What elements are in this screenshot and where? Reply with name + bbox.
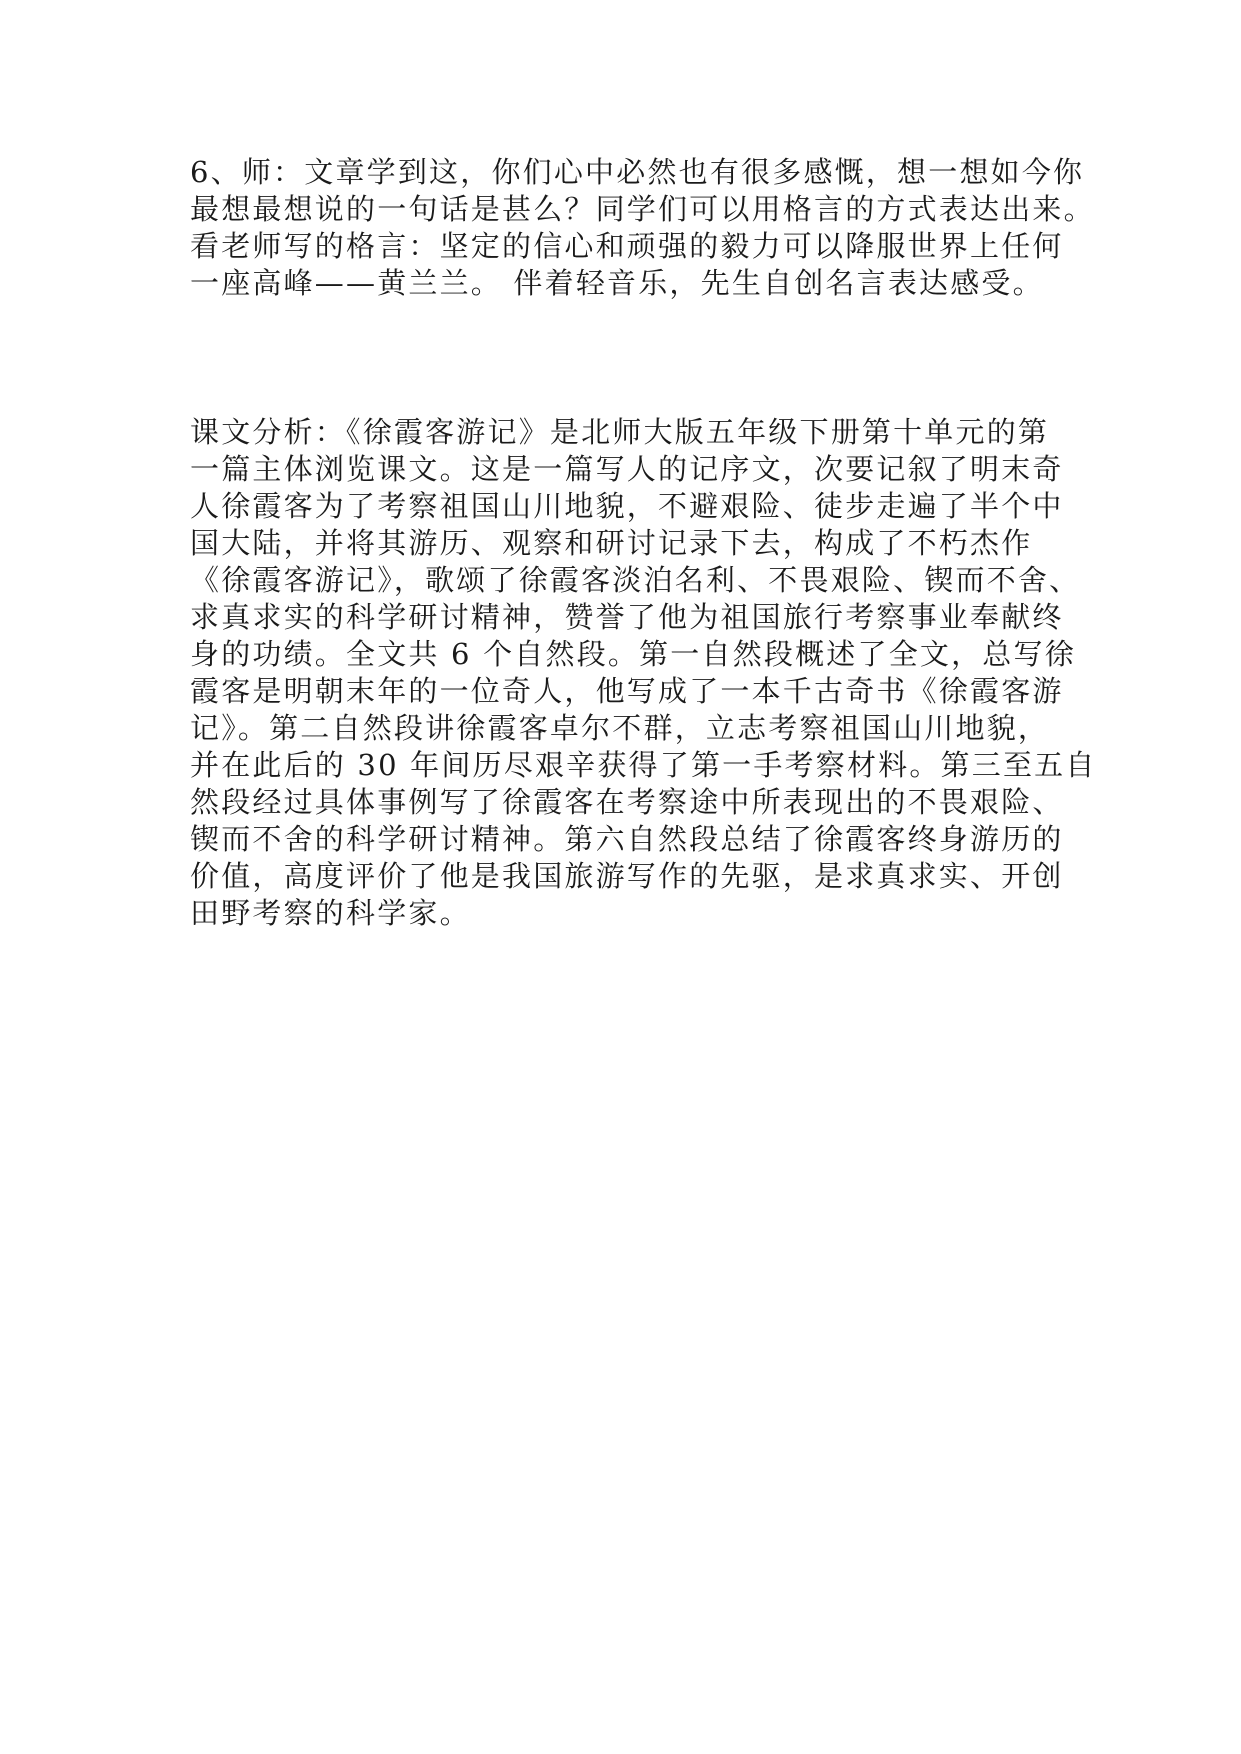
text-line: 并在此后的 30 年间历尽艰辛获得了第一手考察材料。第三至五自: [190, 748, 1097, 782]
text-line: 价值，高度评价了他是我国旅游写作的先驱，是求真求实、开创: [190, 859, 1064, 893]
text-line: 锲而不舍的科学研讨精神。第六自然段总结了徐霞客终身游历的: [190, 822, 1064, 856]
text-line: 记》。第二自然段讲徐霞客卓尔不群，立志考察祖国山川地貌，: [190, 711, 1050, 745]
text-line: 身的功绩。全文共 6 个自然段。第一自然段概述了全文，总写徐: [190, 637, 1076, 671]
text-line: 霞客是明朝末年的一位奇人，他写成了一本千古奇书《徐霞客游: [190, 674, 1064, 708]
text-line: 《徐霞客游记》，歌颂了徐霞客淡泊名利、不畏艰险、锲而不舍、: [190, 563, 1081, 597]
text-line: 国大陆，并将其游历、观察和研讨记录下去，构成了不朽杰作: [190, 526, 1033, 560]
text-line: 人徐霞客为了考察祖国山川地貌，不避艰险、徒步走遍了半个中: [190, 489, 1064, 523]
text-line: 然段经过具体事例写了徐霞客在考察途中所表现出的不畏艰险、: [190, 785, 1064, 819]
text-line: 求真求实的科学研讨精神，赞誉了他为祖国旅行考察事业奉献终: [190, 600, 1064, 634]
text-line: 课文分析：《徐霞客游记》是北师大版五年级下册第十单元的第: [190, 415, 1050, 449]
text-line: 一座高峰——黄兰兰。 伴着轻音乐，先生自创名言表达感受。: [190, 266, 1044, 300]
text-line: 6、师：文章学到这，你们心中必然也有很多感慨，想一想如今你: [190, 155, 1085, 189]
text-line: 一篇主体浏览课文。这是一篇写人的记序文，次要记叙了明末奇: [190, 452, 1064, 486]
text-line: 看老师写的格言：坚定的信心和顽强的毅力可以降服世界上任何: [190, 229, 1064, 263]
text-line: 最想最想说的一句话是甚么？同学们可以用格言的方式表达出来。: [190, 192, 1095, 226]
paragraph-text-analysis: [190, 414, 1097, 932]
paragraph-teacher-motto: [190, 154, 1095, 302]
text-line: 田野考察的科学家。: [190, 896, 471, 930]
